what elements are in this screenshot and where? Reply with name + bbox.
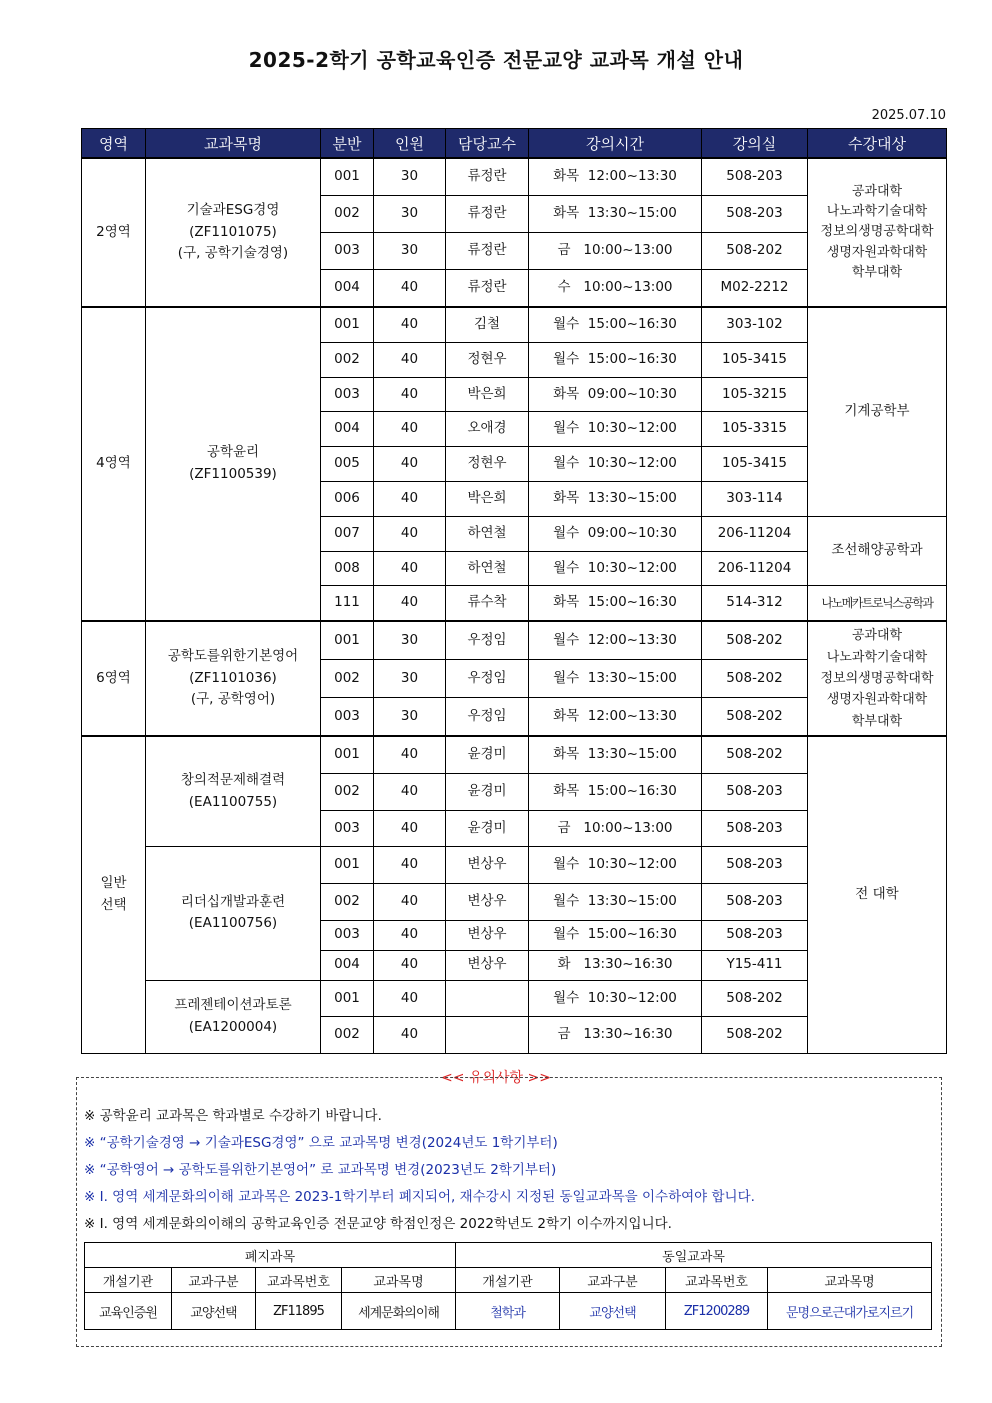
schedule-cell: 월수 13:30~15:00	[529, 660, 702, 698]
room-cell: Y15-411	[702, 950, 808, 980]
capacity-cell: 30	[374, 660, 446, 698]
schedule-cell: 화목 13:30~15:00	[529, 481, 702, 516]
course-name-cell: 프레젠테이션과토론 (EA1200004)	[146, 980, 321, 1053]
capacity-cell: 40	[374, 773, 446, 810]
page-title: 2025-2학기 공학교육인증 전문교양 교과목 개설 안내	[248, 48, 744, 72]
room-cell: 508-202	[702, 660, 808, 698]
section-cell: 002	[321, 660, 374, 698]
notice-line-1: ※ 공학윤리 교과목은 학과별로 수강하기 바랍니다.	[84, 1108, 382, 1124]
room-cell: 105-3315	[702, 412, 808, 447]
section-cell: 004	[321, 412, 374, 447]
capacity-cell: 40	[374, 1017, 446, 1054]
professor-cell: 우정임	[446, 698, 529, 737]
professor-cell: 윤경미	[446, 810, 529, 847]
section-cell: 001	[321, 621, 374, 660]
schedule-cell: 화목 09:00~10:30	[529, 377, 702, 412]
section-cell: 003	[321, 698, 374, 737]
capacity-cell: 40	[374, 516, 446, 551]
section-cell: 004	[321, 270, 374, 308]
sub-column-header: 개설기관	[85, 1268, 172, 1293]
capacity-cell: 40	[374, 481, 446, 516]
table-row	[82, 158, 947, 196]
professor-cell: 박은희	[446, 377, 529, 412]
room-cell: 508-203	[702, 810, 808, 847]
room-cell: 508-202	[702, 621, 808, 660]
section-cell: 008	[321, 551, 374, 586]
table-header-row	[82, 129, 947, 159]
notice-title: << 유의사항 >>	[0, 1067, 992, 1087]
column-header: 수강대상	[808, 129, 947, 159]
room-cell: 303-102	[702, 307, 808, 342]
notice-line-4: ※ Ⅰ. 영역 세계문화의이해 교과목은 2023-1학기부터 폐지되어, 재수강시 지정된 동일교과목을 이수하여야 합니다.	[84, 1189, 755, 1205]
section-cell: 001	[321, 847, 374, 884]
professor-cell	[446, 1017, 529, 1054]
room-cell: 303-114	[702, 481, 808, 516]
section-cell: 002	[321, 1017, 374, 1054]
professor-cell: 변상우	[446, 950, 529, 980]
professor-cell: 김철	[446, 307, 529, 342]
capacity-cell: 30	[374, 621, 446, 660]
capacity-cell: 30	[374, 158, 446, 196]
room-cell: 508-203	[702, 920, 808, 950]
abolished-course-cell: 세계문화의이해	[342, 1293, 456, 1330]
equivalent-course-title: 동일교과목	[456, 1243, 932, 1268]
schedule-cell: 화목 15:00~16:30	[529, 586, 702, 621]
capacity-cell: 40	[374, 551, 446, 586]
capacity-cell: 30	[374, 698, 446, 737]
schedule-cell: 월수 15:00~16:30	[529, 307, 702, 342]
sub-column-header: 교과목명	[342, 1268, 456, 1293]
schedule-cell: 수 10:00~13:00	[529, 270, 702, 308]
capacity-cell: 40	[374, 810, 446, 847]
sub-column-header: 교과목번호	[256, 1268, 342, 1293]
notice-line-5: ※ Ⅰ. 영역 세계문화의이해의 공학교육인증 전문교양 학점인정은 2022학년도 2학기 이수까지입니다.	[84, 1216, 672, 1232]
room-cell: 508-203	[702, 883, 808, 920]
schedule-cell: 금 13:30~16:30	[529, 1017, 702, 1054]
schedule-cell: 화목 12:00~13:30	[529, 158, 702, 196]
professor-cell: 류정란	[446, 233, 529, 270]
room-cell: 508-202	[702, 1017, 808, 1054]
schedule-cell: 화 13:30~16:30	[529, 950, 702, 980]
professor-cell: 박은희	[446, 481, 529, 516]
table-row	[82, 307, 947, 342]
target-cell: 조선해양공학과	[808, 516, 947, 586]
issue-date: 2025.07.10	[871, 108, 946, 123]
schedule-cell: 월수 10:30~12:00	[529, 551, 702, 586]
professor-cell: 류수착	[446, 586, 529, 621]
capacity-cell: 40	[374, 847, 446, 884]
area-cell: 2영역	[82, 158, 146, 307]
capacity-cell: 40	[374, 270, 446, 308]
abolished-course-cell: 교양선택	[172, 1293, 256, 1330]
professor-cell: 류정란	[446, 158, 529, 196]
professor-cell: 정현우	[446, 342, 529, 377]
capacity-cell: 40	[374, 883, 446, 920]
equivalent-course-cell: 문명으로근대가로지르기	[768, 1293, 932, 1330]
capacity-cell: 40	[374, 307, 446, 342]
section-cell: 001	[321, 307, 374, 342]
capacity-cell: 40	[374, 980, 446, 1017]
professor-cell: 하연철	[446, 551, 529, 586]
column-header: 교과목명	[146, 129, 321, 159]
schedule-cell: 화목 13:30~15:00	[529, 196, 702, 233]
sub-column-header: 교과구분	[560, 1268, 666, 1293]
replacement-course-table	[84, 1242, 932, 1330]
column-header: 영역	[82, 129, 146, 159]
capacity-cell: 30	[374, 233, 446, 270]
schedule-cell: 금 10:00~13:00	[529, 810, 702, 847]
schedule-cell: 월수 10:30~12:00	[529, 412, 702, 447]
column-header: 담당교수	[446, 129, 529, 159]
professor-cell: 정현우	[446, 447, 529, 482]
professor-cell: 변상우	[446, 847, 529, 884]
section-cell: 111	[321, 586, 374, 621]
schedule-cell: 화목 13:30~15:00	[529, 736, 702, 773]
professor-cell: 류정란	[446, 270, 529, 308]
schedule-cell: 월수 12:00~13:30	[529, 621, 702, 660]
section-cell: 002	[321, 773, 374, 810]
notice-line-3: ※ “공학영어 → 공학도를위한기본영어” 로 교과목명 변경(2023년도 2학기부터)	[84, 1162, 557, 1178]
room-cell: 508-202	[702, 233, 808, 270]
sub-column-header: 교과목번호	[666, 1268, 768, 1293]
room-cell: 508-202	[702, 980, 808, 1017]
section-cell: 003	[321, 377, 374, 412]
sub-column-header: 개설기관	[456, 1268, 560, 1293]
area-cell: 4영역	[82, 307, 146, 621]
area-cell: 일반 선택	[82, 736, 146, 1053]
professor-cell: 하연철	[446, 516, 529, 551]
schedule-cell: 월수 09:00~10:30	[529, 516, 702, 551]
room-cell: 514-312	[702, 586, 808, 621]
professor-cell: 변상우	[446, 883, 529, 920]
equivalent-course-cell: 교양선택	[560, 1293, 666, 1330]
abolished-course-title: 폐지과목	[85, 1243, 456, 1268]
room-cell: 105-3415	[702, 447, 808, 482]
capacity-cell: 40	[374, 342, 446, 377]
target-cell: 전 대학	[808, 736, 947, 1053]
course-name-cell: 기술과ESG경영 (ZF1101075) (구, 공학기술경영)	[146, 158, 321, 307]
capacity-cell: 40	[374, 586, 446, 621]
target-cell: 공과대학 나노과학기술대학 정보의생명공학대학 생명자원과학대학 학부대학	[808, 158, 947, 307]
capacity-cell: 40	[374, 920, 446, 950]
room-cell: 508-203	[702, 158, 808, 196]
course-name-cell: 리더십개발과훈련 (EA1100756)	[146, 847, 321, 980]
section-cell: 007	[321, 516, 374, 551]
capacity-cell: 40	[374, 736, 446, 773]
professor-cell: 윤경미	[446, 773, 529, 810]
schedule-cell: 화목 15:00~16:30	[529, 773, 702, 810]
notice-line-2: ※ “공학기술경영 → 기술과ESG경영” 으로 교과목명 변경(2024년도 1학기부터)	[84, 1135, 558, 1151]
section-cell: 006	[321, 481, 374, 516]
table-row	[82, 621, 947, 660]
section-cell: 001	[321, 158, 374, 196]
schedule-cell: 월수 13:30~15:00	[529, 883, 702, 920]
schedule-cell: 월수 15:00~16:30	[529, 920, 702, 950]
room-cell: 105-3215	[702, 377, 808, 412]
column-header: 분반	[321, 129, 374, 159]
professor-cell: 우정임	[446, 621, 529, 660]
professor-cell: 변상우	[446, 920, 529, 950]
schedule-cell: 화목 12:00~13:30	[529, 698, 702, 737]
sub-column-header: 교과목명	[768, 1268, 932, 1293]
course-name-cell: 공학윤리 (ZF1100539)	[146, 307, 321, 621]
schedule-cell: 금 10:00~13:00	[529, 233, 702, 270]
professor-cell: 오애경	[446, 412, 529, 447]
column-header: 인원	[374, 129, 446, 159]
column-header: 강의실	[702, 129, 808, 159]
section-cell: 003	[321, 233, 374, 270]
section-cell: 005	[321, 447, 374, 482]
equivalent-course-cell: 철학과	[456, 1293, 560, 1330]
capacity-cell: 40	[374, 950, 446, 980]
target-cell: 기계공학부	[808, 307, 947, 516]
professor-cell	[446, 980, 529, 1017]
sub-column-header: 교과구분	[172, 1268, 256, 1293]
target-cell: 공과대학 나노과학기술대학 정보의생명공학대학 생명자원과학대학 학부대학	[808, 621, 947, 736]
professor-cell: 류정란	[446, 196, 529, 233]
room-cell: 206-11204	[702, 516, 808, 551]
capacity-cell: 40	[374, 377, 446, 412]
target-cell: 나노메카트로닉스공학과	[808, 586, 947, 621]
section-cell: 003	[321, 810, 374, 847]
section-cell: 003	[321, 920, 374, 950]
abolished-course-cell: ZF11895	[256, 1293, 342, 1330]
professor-cell: 우정임	[446, 660, 529, 698]
room-cell: 508-203	[702, 847, 808, 884]
course-name-cell: 공학도를위한기본영어 (ZF1101036) (구, 공학영어)	[146, 621, 321, 736]
room-cell: 206-11204	[702, 551, 808, 586]
section-cell: 001	[321, 736, 374, 773]
capacity-cell: 40	[374, 447, 446, 482]
schedule-cell: 월수 15:00~16:30	[529, 342, 702, 377]
room-cell: 508-202	[702, 698, 808, 737]
schedule-cell: 월수 10:30~12:00	[529, 447, 702, 482]
section-cell: 002	[321, 196, 374, 233]
table-row	[82, 736, 947, 773]
professor-cell: 윤경미	[446, 736, 529, 773]
room-cell: 105-3415	[702, 342, 808, 377]
schedule-cell: 월수 10:30~12:00	[529, 980, 702, 1017]
room-cell: M02-2212	[702, 270, 808, 308]
section-cell: 001	[321, 980, 374, 1017]
abolished-course-cell: 교육인증원	[85, 1293, 172, 1330]
room-cell: 508-202	[702, 736, 808, 773]
section-cell: 004	[321, 950, 374, 980]
equivalent-course-cell: ZF1200289	[666, 1293, 768, 1330]
area-cell: 6영역	[82, 621, 146, 736]
schedule-cell: 월수 10:30~12:00	[529, 847, 702, 884]
capacity-cell: 40	[374, 412, 446, 447]
course-table	[81, 128, 947, 1054]
course-name-cell: 창의적문제해결력 (EA1100755)	[146, 736, 321, 847]
room-cell: 508-203	[702, 196, 808, 233]
capacity-cell: 30	[374, 196, 446, 233]
section-cell: 002	[321, 342, 374, 377]
section-cell: 002	[321, 883, 374, 920]
column-header: 강의시간	[529, 129, 702, 159]
room-cell: 508-203	[702, 773, 808, 810]
